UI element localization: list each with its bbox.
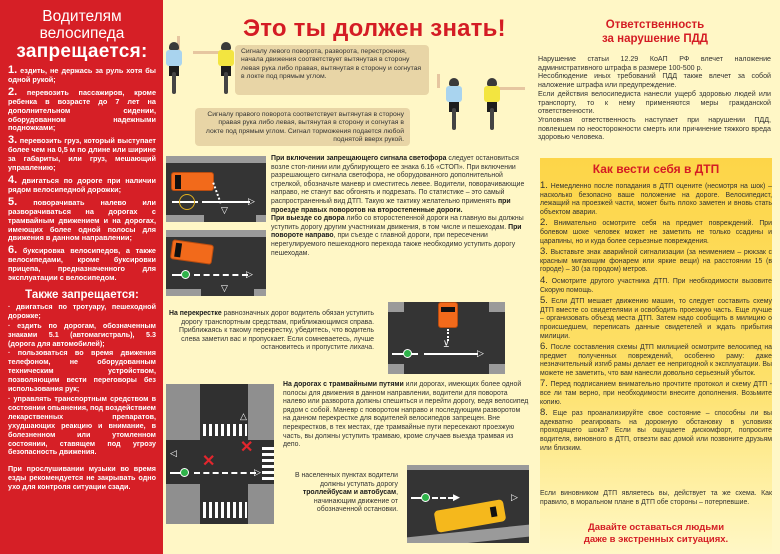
rule-text: буксировка велосипедов, а также велосипедами, кроме буксировки прицепа, предназначенного для эксплуатации с велосипедом. — [8, 246, 156, 283]
rule-text: двигаться по дороге при наличии рядом велосипедной дорожки; — [8, 175, 157, 194]
equal-intersection-diagram — [388, 302, 505, 374]
responsibility-title-line2: за нарушение ПДД — [601, 33, 708, 45]
accident-step: 8. Еще раз проанализируйте свое состояние – способны ли вы адекватно реагировать на дорожную обстановку в условиях проходящего шока? Если вы ощущаете дискомфорт, попросите водителя, виновного в ДТП, отвезти вас домой или позвоните друзьям или близким. — [540, 407, 772, 452]
responsibility-paragraph: Несоблюдение иных требований ПДД также влечет за собой наложение штрафа или предупреждение. — [538, 72, 771, 90]
also-item: · ездить по дорогам, обозначенным знаками 5.1 (автомагистраль), 5.3 (дорога для автомобилей); — [8, 320, 156, 348]
also-prohibited-title: Также запрещается: — [25, 288, 139, 301]
responsibility-text — [538, 55, 771, 142]
cyclist-marker-icon — [180, 468, 189, 477]
arrow-right-icon: ▷ — [246, 269, 253, 279]
prohibitions-panel — [0, 0, 163, 554]
intersection-rule-text: На перекрестке равнозначных дорог водитель обязан уступить дорогу транспортным средствам, приближающимся справа. Приближаясь к такому перекрестку, убедитесь, что водитель слева заметил вас и пропускает. Если сомневаетесь, лучше остановитесь и пропустите лихача. — [169, 310, 374, 352]
cyclist-left-signal-illustration — [163, 42, 185, 94]
accident-step: 5. Если ДТП мешает движению машин, то следует составить схему ДТП вместе со свидетелями и освободить проезжую часть. Еще лучше – организовать объезд места ДТП. Затем надо сообщить в милицию о происшедшем, переписать данные свидетелей и ждать прибытия милиции. — [540, 295, 772, 340]
rule-item — [8, 66, 156, 85]
rule-number: 6. — [8, 244, 18, 257]
arrow-right-icon: ▷ — [254, 467, 261, 477]
accident-step: 1. Немедленно после попадания в ДТП оцените (несмотря на шок) – насколько безопасно ваше положение на дороге. Велосипедист, лежащий на проезжей части, может быть плохо заметен и вновь стать объектом аварии. — [540, 180, 772, 216]
cyclist-left-signal-illustration — [215, 42, 237, 94]
arrow-right-icon: ▶ — [453, 492, 460, 502]
responsibility-paragraph: Если действия велосипедиста нанесли ущерб здоровью людей или транспорту, то к нему применяются меры гражданской ответственности. — [538, 89, 771, 116]
arrow-down-icon: ▽ — [221, 205, 228, 215]
car-icon — [438, 302, 458, 328]
rule-text: ездить, не держась за руль хотя бы одной рукой; — [8, 66, 156, 84]
bus-rule-text: В населенных пунктах водители должны уступать дорогу троллейбусам и автобусам, начинающим движение от обозначенной остановки. — [294, 472, 398, 514]
also-item: · управлять транспортным средством в состоянии опьянения, под воздействием лекарственных препаратов, ухудшающих реакцию и внимание, в болезненном или утомленном состоянии, ставящем под угрозу безопасность движения. — [8, 394, 156, 457]
accident-step: 2. Внимательно осмотрите себя на предмет повреждений. При болевом шоке человек может не заметить не только ссадины и царапины, но и куда более серьезные повреждения. — [540, 217, 772, 245]
left-turn-signal-note: Сигналу левого поворота, разворота, перестроения, начала движения соответствует вытянутая в сторону левая рука либо правая, вытянутая в сторону и согнутая в локте под прямым углом. — [235, 45, 429, 95]
cyclist-marker-icon — [179, 194, 195, 210]
prohibitions-title-line1: Водителям — [42, 8, 122, 25]
rule-number: 5. — [8, 195, 18, 208]
accident-step: 7. Перед подписанием внимательно прочтите протокол и схему ДТП - все ли там верно, при необходимости внесите дополнения. Возьмите копию. — [540, 378, 772, 406]
prohibited-x-icon: ✕ — [202, 453, 216, 470]
stop-arrow-icon: ⊻ — [443, 339, 450, 349]
rule-number: 3. — [8, 134, 18, 147]
prohibitions-title-line3: запрещается: — [16, 41, 148, 62]
accident-step: 6. После составления схемы ДТП милицией осмотрите велосипед на предмет полученных повреждений, особенно раму: даже незначительный изгиб рамы делает ее непригодной к эксплуатации. Вы можете не заметить, что вам нанесли довольно серьезный убыток. — [540, 341, 772, 377]
responsibility-title — [530, 18, 780, 46]
rule-item — [8, 136, 156, 173]
arrow-turn-icon: ▷ — [511, 492, 518, 502]
also-item: · двигаться по тротуару, пешеходной дорожке; — [8, 301, 156, 320]
car-icon — [170, 239, 214, 265]
also-item: · пользоваться во время движения телефоном, не оборудованным техническим устройством, позволяющим вести переговоры без использования рук; — [8, 348, 156, 394]
rule-text: поворачивать налево или разворачиваться на дорогах с трамвайным движением и на дорогах, имеющих более одной полосы для движения в данном направлении; — [8, 197, 156, 243]
rules-middle-column — [163, 0, 530, 554]
yard-exit-diagram — [166, 230, 266, 296]
responsibility-title-line1: Ответственность — [605, 19, 705, 31]
accident-guide-box — [540, 158, 772, 554]
accident-guide-list — [540, 182, 772, 455]
accident-step: 3. Выставьте знак аварийной сигнализации (за неимением – рюкзак с красным мигающим фонарем или яркие вещи) на расстоянии 15 (в городе) – 30 (за городом) метров. — [540, 246, 772, 274]
arrow-right-icon: ▷ — [248, 196, 255, 206]
traffic-light-rules-text: При включении запрещающего сигнала светофора следует остановиться возле стоп-линии или дублирующего ее знака 6.16 «СТОП». При включении разрешающего сигнала светофора, не оборудованного дополнительной стрелкой, обозначьте маневр и сместитесь левее. Водители, поворачивающие направо, не станут вас обгонять и подрезать. По статистике – это самый распространенный вид ДТП. Такую же тактику желательно применять при проезде правых поворотов на второстепенные дороги. При выезде со двора либо со второстепенной дороги на главную вы должны уступить дорогу другим участникам движения, в том числе и пешеходам. При повороте направо, при съезде с главной дороги, при пересечении нерегулируемого пешеходного перехода также необходимо уступить дорогу пешеходам. — [271, 155, 525, 257]
rule-item — [8, 173, 157, 195]
slogan-line1: Давайте оставаться людьми — [587, 522, 725, 533]
main-title: Это ты должен знать! — [243, 15, 506, 42]
arrow-left-icon: ◁ — [170, 448, 177, 458]
arrow-up-icon: △ — [240, 411, 247, 421]
responsibility-paragraph: Уголовная ответственность наступает при нарушении ПДД, повлекшем по неосторожности смерть или причинение тяжкого вреда здоровью человека. — [538, 115, 771, 142]
accident-guide-title: Как вести себя в ДТП — [592, 162, 720, 176]
car-icon — [171, 172, 214, 191]
cyclist-right-signal-illustration — [481, 78, 503, 130]
tram-intersection-diagram — [166, 384, 274, 524]
cyclist-marker-icon — [403, 349, 412, 358]
cyclist-right-signal-illustration — [443, 78, 465, 130]
responsibility-paragraph: Нарушение статьи 12.29 КоАП РФ влечет наложение административного штрафа в размере 100-500 р. — [538, 55, 771, 72]
rule-item — [8, 85, 157, 134]
slogan-line2: даже в экстренных ситуациях. — [583, 533, 729, 545]
music-note: При прослушивании музыки во время езды рекомендуется не закрывать одно ухо для контроля ситуации сзади. — [8, 464, 156, 492]
rule-item — [8, 195, 156, 244]
traffic-light-diagram — [166, 156, 266, 222]
rule-number: 1. — [8, 64, 18, 76]
cyclist-marker-icon — [181, 270, 190, 279]
cyclist-marker-icon — [421, 493, 430, 502]
rule-item — [8, 246, 156, 283]
rule-number: 2. — [8, 85, 18, 98]
arrow-down-icon: ▽ — [221, 283, 228, 293]
rule-text: перевозить груз, который выступает более чем на 0,5 м по длине или ширине за габариты, или груз, мешающий управлению; — [8, 136, 156, 173]
prohibited-x-icon: ✕ — [240, 439, 254, 456]
bus-stop-diagram — [407, 465, 529, 543]
right-turn-signal-note: Сигналу правого поворота соответствует вытянутая в сторону правая рука либо левая, вытянутая в сторону и согнутая в локте под прямым углом. Сигнал торможения подается любой поднятой вверх рукой. — [195, 108, 410, 146]
prohibitions-title-line2: велосипеда — [39, 25, 125, 42]
responsibility-column — [530, 0, 780, 554]
slogan — [540, 522, 772, 545]
accident-guide-footer: Если виновником ДТП являетесь вы, действует та же схема. Как правило, в моральном плане в ДТП обе стороны – потерпевшие. — [540, 490, 772, 506]
rule-number: 4. — [8, 173, 18, 186]
accident-step: 4. Осмотрите другого участника ДТП. При необходимости вызовите Скорую помощь. — [540, 274, 772, 294]
rule-text: перевозить пассажиров, кроме ребенка в возрасте до 7 лет на дополнительном сидении, оборудованном надежными подножками; — [8, 87, 157, 133]
arrow-right-icon: ▷ — [477, 348, 484, 358]
tram-rule-text: На дорогах с трамвайными путями или дорогах, имеющих более одной полосы для движения в данном направлении, водители для поворота налево или разворота должны спешиться и перейти дорогу, ведя велосипед рядом с собой. Маневр с поворотом направо и последующим разворотом на данном перекрестке для водителей велосипедов запрещен. Вне перекрестков, в тех местах, где трамвайные пути пересекают проезжую часть, вы должны уступить трамваю, кроме случаев выезда трамвая из депо. — [283, 381, 529, 449]
